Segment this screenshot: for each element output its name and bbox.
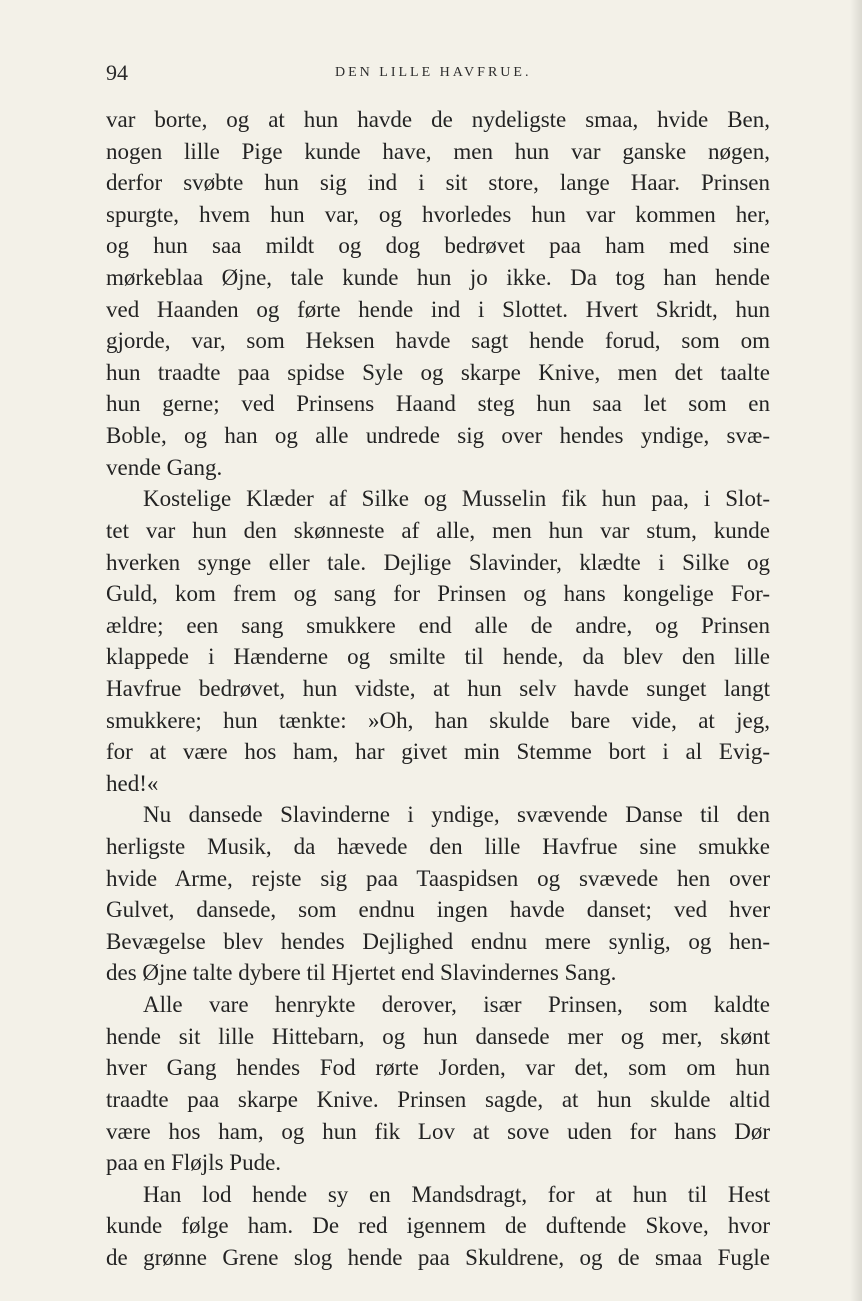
text-line: kunde følge ham. De red igennem de duftende Skove, hvor [106, 1213, 770, 1239]
text-line: hende sit lille Hittebarn, og hun dansede mer og mer, skønt [106, 1023, 770, 1049]
text-line: Han lod hende sy en Mandsdragt, for at hun til Hest [143, 1181, 770, 1207]
text-line: ved Haanden og førte hende ind i Slottet. Hvert Skridt, hun [106, 296, 770, 322]
text-line: klappede i Hænderne og smilte til hende, da blev den lille [106, 644, 770, 670]
text-line: derfor svøbte hun sig ind i sit store, lange Haar. Prinsen [106, 170, 770, 196]
text-line: hun gerne; ved Prinsens Haand steg hun saa let som en [106, 391, 770, 417]
page-edge-shadow [850, 0, 862, 1301]
text-line: tet var hun den skønneste af alle, men hun var stum, kunde [106, 517, 770, 543]
text-line: hed!« [106, 770, 159, 796]
page-number: 94 [106, 60, 128, 85]
text-line: hver Gang hendes Fod rørte Jorden, var det, som om hun [106, 1055, 770, 1081]
text-line: hvide Arme, rejste sig paa Taaspidsen og svævede hen over [106, 865, 770, 891]
text-line: Gulvet, dansede, som endnu ingen havde danset; ved hver [106, 897, 770, 923]
text-line: Bevægelse blev hendes Dejlighed endnu mere synlig, og hen- [106, 928, 770, 954]
text-line: smukkere; hun tænkte: »Oh, han skulde bare vide, at jeg, [106, 707, 770, 733]
body-text [106, 104, 770, 1274]
text-line: var borte, og at hun havde de nydeligste smaa, hvide Ben, [106, 107, 770, 132]
text-line: gjorde, var, som Heksen havde sagt hende forud, som om [106, 328, 770, 354]
running-head: DEN LILLE HAVFRUE. [335, 65, 532, 80]
text-line: og hun saa mildt og dog bedrøvet paa ham med sine [106, 233, 770, 259]
text-line: de grønne Grene slog hende paa Skuldrene, og de smaa Fugle [106, 1244, 770, 1270]
text-line: nogen lille Pige kunde have, men hun var ganske nøgen, [106, 138, 770, 164]
text-line: Alle vare henrykte derover, især Prinsen, som kaldte [143, 992, 770, 1018]
text-line: hun traadte paa spidse Syle og skarpe Knive, men det taalte [106, 359, 770, 385]
text-line: Kostelige Klæder af Silke og Musselin fik hun paa, i Slot- [143, 486, 770, 512]
text-line: herligste Musik, da hævede den lille Havfrue sine smukke [106, 834, 770, 860]
text-line: Havfrue bedrøvet, hun vidste, at hun selv havde sunget langt [106, 675, 770, 701]
text-line: traadte paa skarpe Knive. Prinsen sagde, at hun skulde altid [106, 1086, 770, 1112]
text-line: Boble, og han og alle undrede sig over hendes yndige, svæ- [106, 423, 770, 449]
text-line: Guld, kom frem og sang for Prinsen og hans kongelige For- [106, 581, 770, 607]
text-line: des Øjne talte dybere til Hjertet end Slavindernes Sang. [106, 960, 617, 986]
text-line: spurgte, hvem hun var, og hvorledes hun var kommen her, [106, 201, 770, 227]
text-line: for at være hos ham, har givet min Stemme bort i al Evig- [106, 739, 770, 765]
text-line: Nu dansede Slavinderne i yndige, svævende Danse til den [143, 802, 770, 828]
text-line: paa en Fløjls Pude. [106, 1150, 282, 1176]
text-line: vende Gang. [106, 454, 223, 480]
text-line: hverken synge eller tale. Dejlige Slavinder, klædte i Silke og [106, 549, 770, 575]
text-line: ældre; een sang smukkere end alle de andre, og Prinsen [106, 612, 770, 638]
text-line: være hos ham, og hun fik Lov at sove uden for hans Dør [106, 1118, 770, 1144]
text-line: mørkeblaa Øjne, tale kunde hun jo ikke. Da tog han hende [106, 265, 770, 291]
